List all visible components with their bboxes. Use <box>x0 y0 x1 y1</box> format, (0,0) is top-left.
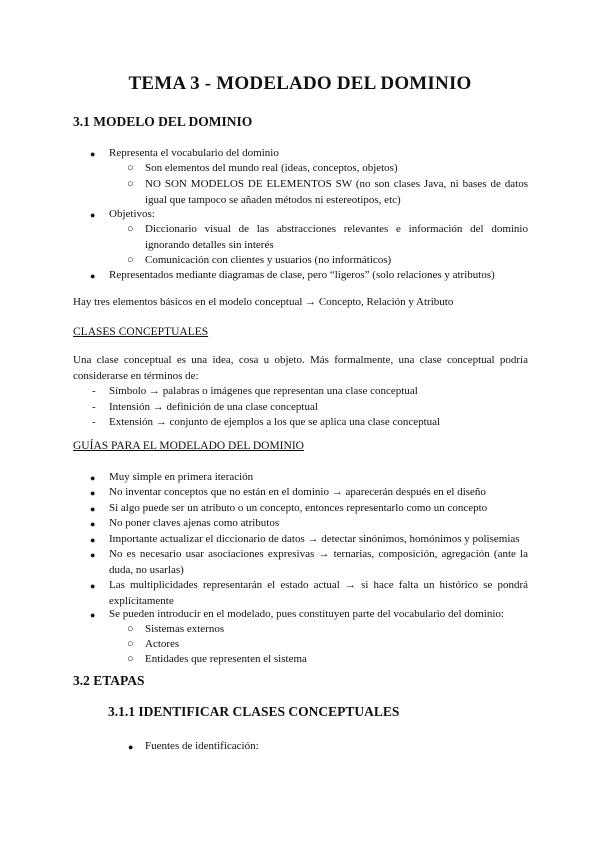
circle-bullet-icon: ○ <box>127 623 134 635</box>
list-item: Diccionario visual de las abstracciones relevantes e información del dominio ignorando detalles sin interés <box>145 223 528 251</box>
list-item: Son elementos del mundo real (ideas, conceptos, objetos) <box>145 162 398 174</box>
bullet-icon: ● <box>90 210 96 220</box>
list-item: No inventar conceptos que no están en el dominio → aparecerán después en el diseño <box>109 486 486 498</box>
bullet-icon: ● <box>90 149 96 159</box>
list-item: Extensión → conjunto de ejemplos a los que se aplica una clase conceptual <box>109 416 441 428</box>
bullet-icon: ● <box>90 271 96 281</box>
circle-bullet-icon: ○ <box>127 162 134 174</box>
circle-bullet-icon: ○ <box>127 178 134 190</box>
subheading-clases-conceptuales: CLASES CONCEPTUALES <box>73 326 209 338</box>
bullet-icon: ● <box>90 535 96 545</box>
dash-bullet-icon: - <box>92 416 96 428</box>
list-item: No poner claves ajenas como atributos <box>109 517 280 529</box>
list-item: Fuentes de identificación: <box>145 740 259 752</box>
section-heading-etapas: 3.2 ETAPAS <box>73 673 145 688</box>
list-item: Se pueden introducir en el modelado, pues constituyen parte del vocabulario del dominio: <box>109 608 504 620</box>
dash-bullet-icon: - <box>92 401 96 413</box>
list-item: Las multiplicidades representarán el estado actual → si hace falta un histórico se pondrá explícitamente <box>109 579 528 607</box>
bullet-icon: ● <box>90 504 96 514</box>
dash-bullet-icon: - <box>92 385 96 397</box>
subheading-guias: GUÍAS PARA EL MODELADO DEL DOMINIO <box>73 440 304 452</box>
list-item: NO SON MODELOS DE ELEMENTOS SW (no son clases Java, ni bases de datos igual que tampoco se añaden métodos ni estereotipos, etc) <box>145 178 528 206</box>
bullet-icon: ● <box>90 550 96 560</box>
list-item: Entidades que representen el sistema <box>145 653 307 665</box>
list-item: Importante actualizar el diccionario de datos → detectar sinónimos, homónimos y polisemias <box>109 533 520 545</box>
list-item: No es necesario usar asociaciones expresivas → ternarias, composición, agregación (ante la duda, no usarlas) <box>109 548 528 576</box>
circle-bullet-icon: ○ <box>127 638 134 650</box>
bullet-icon: ● <box>90 581 96 591</box>
list-item: Representados mediante diagramas de clase, pero “ligeros” (solo relaciones y atributos) <box>109 269 495 281</box>
bullet-icon: ● <box>90 473 96 483</box>
paragraph: Hay tres elementos básicos en el modelo conceptual → Concepto, Relación y Atributo <box>73 296 454 308</box>
list-item: Intensión → definición de una clase conceptual <box>109 401 318 413</box>
bullet-icon: ● <box>90 610 96 620</box>
list-item: Actores <box>145 638 180 650</box>
section-heading-modelo-dominio: 3.1 MODELO DEL DOMINIO <box>73 114 253 129</box>
page-title: TEMA 3 - MODELADO DEL DOMINIO <box>128 73 472 94</box>
list-item: Si algo puede ser un atributo o un concepto, entonces representarlo como un concepto <box>109 502 488 514</box>
list-item: Objetivos: <box>109 208 155 220</box>
paragraph: Una clase conceptual es una idea, cosa u objeto. Más formalmente, una clase conceptual podría considerarse en términos de: <box>73 354 528 382</box>
bullet-icon: ● <box>90 519 96 529</box>
list-item: Muy simple en primera iteración <box>109 471 254 483</box>
list-item: Sistemas externos <box>145 623 225 635</box>
circle-bullet-icon: ○ <box>127 653 134 665</box>
list-item: Comunicación con clientes y usuarios (no informáticos) <box>145 254 392 266</box>
list-item: Símbolo → palabras o imágenes que representan una clase conceptual <box>109 385 418 397</box>
bullet-icon: ● <box>90 488 96 498</box>
bullet-icon: ● <box>128 742 134 752</box>
subsection-heading-identificar: 3.1.1 IDENTIFICAR CLASES CONCEPTUALES <box>108 704 400 719</box>
circle-bullet-icon: ○ <box>127 223 134 235</box>
circle-bullet-icon: ○ <box>127 254 134 266</box>
list-item: Representa el vocabulario del dominio <box>109 147 279 159</box>
